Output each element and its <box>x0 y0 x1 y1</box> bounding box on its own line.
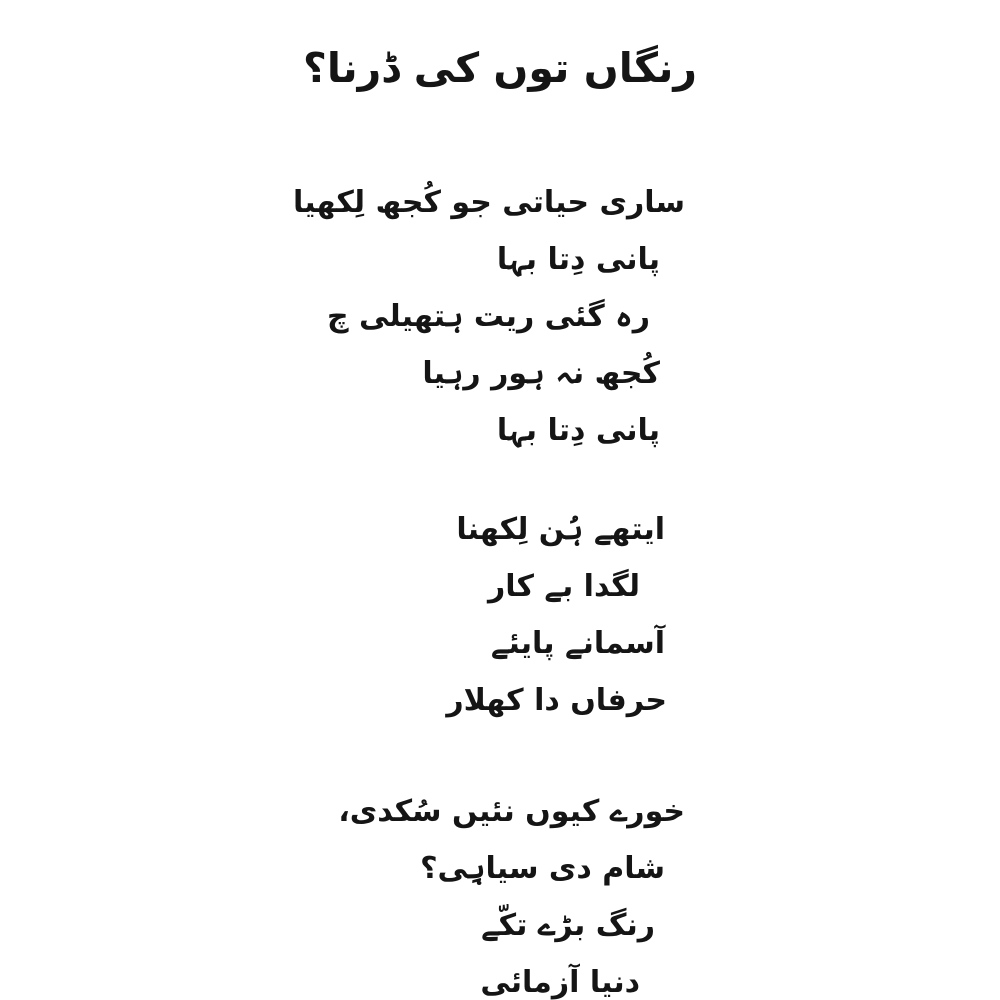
stanza-3 <box>225 783 685 1000</box>
poem-line: ایتھے ہُن لِکھنا <box>456 512 665 547</box>
poem-line: دنیا آزمائی <box>480 965 640 1000</box>
poem-line: شام دی سیاہِی؟ <box>420 851 665 886</box>
poem-line: رنگ بڑے تکّے <box>481 908 655 943</box>
stanza-1 <box>225 174 685 459</box>
stanza-2 <box>225 501 685 729</box>
poem-line: رہ گئی ریت ہتھیلی چ <box>326 299 650 334</box>
poem-body <box>225 174 685 1000</box>
poem-line: آسمانے پایئے <box>490 626 665 661</box>
poem-line: کُجھ نہ ہور رہیا <box>422 356 660 391</box>
poem-line: خورے کیوں نئیں سُکدی، <box>338 794 685 829</box>
poem-line: پانی دِتا بہا <box>496 413 660 448</box>
poem-line: پانی دِتا بہا <box>496 242 660 277</box>
poem-line: ساری حیاتی جو کُجھ لِکھیا <box>293 185 685 220</box>
poem-title: رنگاں توں کی ڈرنا؟ <box>303 44 697 93</box>
poem-line: لگدا بے کار <box>487 569 640 604</box>
poem-line: حرفاں دا کھلار <box>446 683 667 718</box>
